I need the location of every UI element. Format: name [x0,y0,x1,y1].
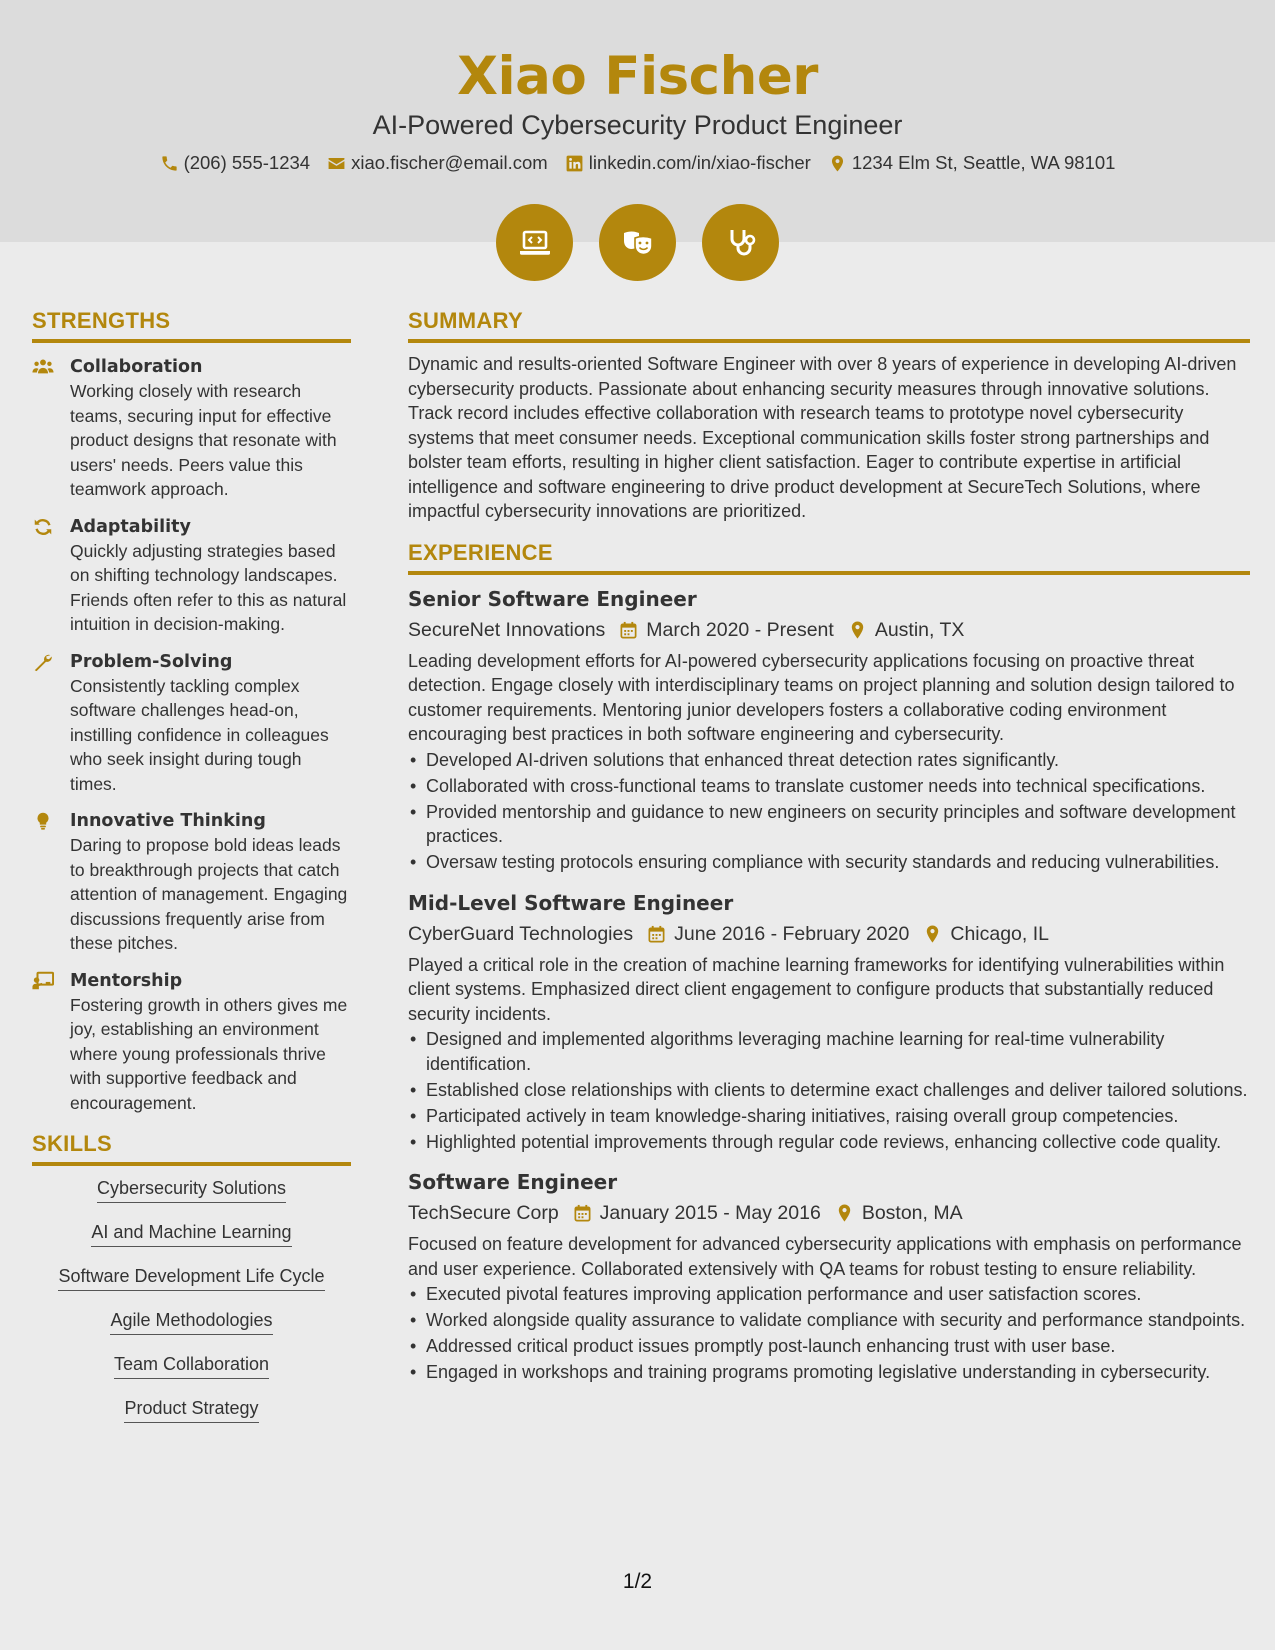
chalkboard-teacher-icon [32,971,54,991]
location-pin-icon [923,924,942,944]
strength-item [32,809,351,956]
headline: AI-Powered Cybersecurity Product Engineer [372,110,903,140]
summary-heading: SUMMARY [408,308,1250,343]
envelope-icon [327,154,346,173]
job-desc: Leading development efforts for AI-powered cybersecurity applications focusing on proactive threat detection. Engage closely with interdisciplinary teams on project planning and solution design tailored to customer requirements. Mentoring junior developers fosters a collaborative coding environment encouraging best practices in both software engineering and cybersecurity. [408,650,1235,744]
strengths-list [32,355,351,1115]
strength-title: Problem-Solving [70,651,233,672]
job-location: Austin, TX [874,618,965,641]
strength-title: Innovative Thinking [70,811,266,831]
job-desc: Focused on feature development for advanced cybersecurity applications with emphasis on performance and user experience. Collaborated extensively with QA teams for robust testing to ensure reliability. [408,1234,1242,1279]
job-title: Senior Software Engineer [408,586,697,611]
company-name: CyberGuard Technologies [408,922,634,945]
job-meta [408,920,1250,948]
job-entry [408,889,1250,1155]
job-dates: March 2020 - Present [646,618,834,641]
job-bullet: • Participated actively in team knowledge-sharing initiatives, raising overall group competencies. [408,1104,1250,1129]
page-number: 1/2 [622,1570,653,1593]
strength-desc: Daring to propose bold ideas leads to breakthrough projects that catch attention of management. Engaging discussions frequently arise from these pitches. [70,835,348,953]
job-dates: June 2016 - February 2020 [674,922,910,945]
skill-item: Software Development Life Cycle [58,1266,324,1291]
job-location: Chicago, IL [950,922,1050,945]
job-meta [408,1199,1250,1227]
company-name: SecureNet Innovations [408,618,606,641]
contact-bar [0,152,1275,174]
skill-item: Cybersecurity Solutions [97,1178,286,1203]
strength-item [32,355,351,502]
job-bullet: • Collaborated with cross-functional teams to translate customer needs into technical specifications. [408,774,1250,799]
strength-item [32,515,351,637]
location-pin-icon [835,1203,854,1223]
stethoscope-icon [702,204,779,281]
left-column [32,308,351,1442]
job-bullet: • Developed AI-driven solutions that enhanced threat detection rates significantly. [408,748,1250,773]
strength-item [32,969,351,1116]
email-text: xiao.fischer@email.com [351,152,548,173]
job-location: Boston, MA [861,1202,963,1224]
wrench-icon [32,652,54,672]
strength-desc: Consistently tackling complex software challenges head-on, instilling confidence in colleagues who seek insight during tough times. [70,675,329,794]
job-bullet: • Oversaw testing protocols ensuring compliance with security standards and reducing vulnerabilities. [408,850,1250,875]
job-desc: Played a critical role in the creation of machine learning frameworks for identifying vulnerabilities within client systems. Emphasized direct client engagement to configure products that substantially reduced security incidents. [408,954,1225,1024]
job-bullets [408,748,1250,875]
job-entry [408,585,1250,875]
linkedin-text: linkedin.com/in/xiao-fischer [588,152,811,173]
job-bullet: • Established close relationships with clients to determine exact challenges and deliver tailored solutions. [408,1078,1250,1103]
job-bullet: • Addressed critical product issues promptly post-launch enhancing trust with user base. [408,1334,1250,1359]
skills-list [32,1178,351,1442]
lightbulb-icon [32,811,54,831]
phone-text: (206) 555-1234 [183,152,311,173]
linkedin-icon [565,154,584,173]
contact-linkedin[interactable] [565,152,811,174]
skill-item: Team Collaboration [114,1354,269,1379]
candidate-name: Xiao Fischer [457,46,818,107]
job-meta [408,616,1250,644]
skills-heading: SKILLS [32,1131,351,1166]
users-icon [32,357,54,377]
contact-address [828,152,1116,174]
experience-heading: EXPERIENCE [408,540,1250,575]
job-bullet: • Provided mentorship and guidance to new engineers on security principles and software development practices. [408,800,1250,849]
job-bullet: • Highlighted potential improvements through regular code reviews, enhancing collective code quality. [408,1130,1250,1155]
theater-masks-icon [599,204,676,281]
location-pin-icon [828,154,847,173]
calendar-icon [619,620,638,640]
job-bullet: • Executed pivotal features improving application performance and user satisfaction scores. [408,1282,1250,1307]
strength-desc: Fostering growth in others gives me joy, establishing an environment where young professionals thrive with supportive feedback and encouragement. [70,994,348,1113]
strength-title: Mentorship [70,970,183,991]
job-bullets [408,1027,1250,1154]
location-pin-icon [848,620,867,640]
phone-icon [160,154,179,173]
skill-item: Product Strategy [124,1398,258,1423]
right-column [408,308,1250,1386]
calendar-icon [647,924,666,944]
contact-phone[interactable] [160,152,311,174]
calendar-icon [573,1203,592,1223]
sync-icon [32,517,54,537]
contact-email[interactable] [327,152,548,174]
address-text: 1234 Elm St, Seattle, WA 98101 [851,152,1116,173]
job-bullet: • Engaged in workshops and training programs promoting legislative understanding in cybersecurity. [408,1360,1250,1385]
job-entry [408,1168,1250,1385]
strength-title: Collaboration [70,357,203,377]
skill-item: Agile Methodologies [110,1310,272,1335]
job-bullets [408,1282,1250,1385]
strength-desc: Working closely with research teams, securing input for effective product designs that resonate with users' needs. Peers value this teamwork approach. [70,381,337,499]
laptop-code-icon [496,204,573,281]
company-name: TechSecure Corp [408,1202,559,1224]
strength-item [32,650,351,797]
hero-icon-row [0,204,1275,281]
summary-text: Dynamic and results-oriented Software Engineer with over 8 years of experience in developing AI-driven cybersecurity products. Passionate about enhancing security measures through innovative solutions. Track record includes effective collaboration with research teams to prototype novel cybersecurity systems that meet consumer needs. Exceptional communication skills foster strong partnerships and bolster team efforts, resulting in higher client satisfaction. Eager to contribute expertise in artificial intelligence and software engineering to drive product development at SecureTech Solutions, where impactful cybersecurity innovations are prioritized. [408,354,1237,521]
strength-title: Adaptability [70,516,191,537]
strength-desc: Quickly adjusting strategies based on shifting technology landscapes. Friends often refer to this as natural intuition in decision-making. [70,540,347,634]
job-bullet: • Designed and implemented algorithms leveraging machine learning for real-time vulnerability identification. [408,1027,1250,1076]
job-dates: January 2015 - May 2016 [599,1202,821,1224]
strengths-heading: STRENGTHS [32,308,351,343]
job-title: Software Engineer [408,1170,618,1194]
job-title: Mid-Level Software Engineer [408,890,734,915]
job-bullet: • Worked alongside quality assurance to validate compliance with security and performance standpoints. [408,1308,1250,1333]
skill-item: AI and Machine Learning [91,1222,291,1247]
